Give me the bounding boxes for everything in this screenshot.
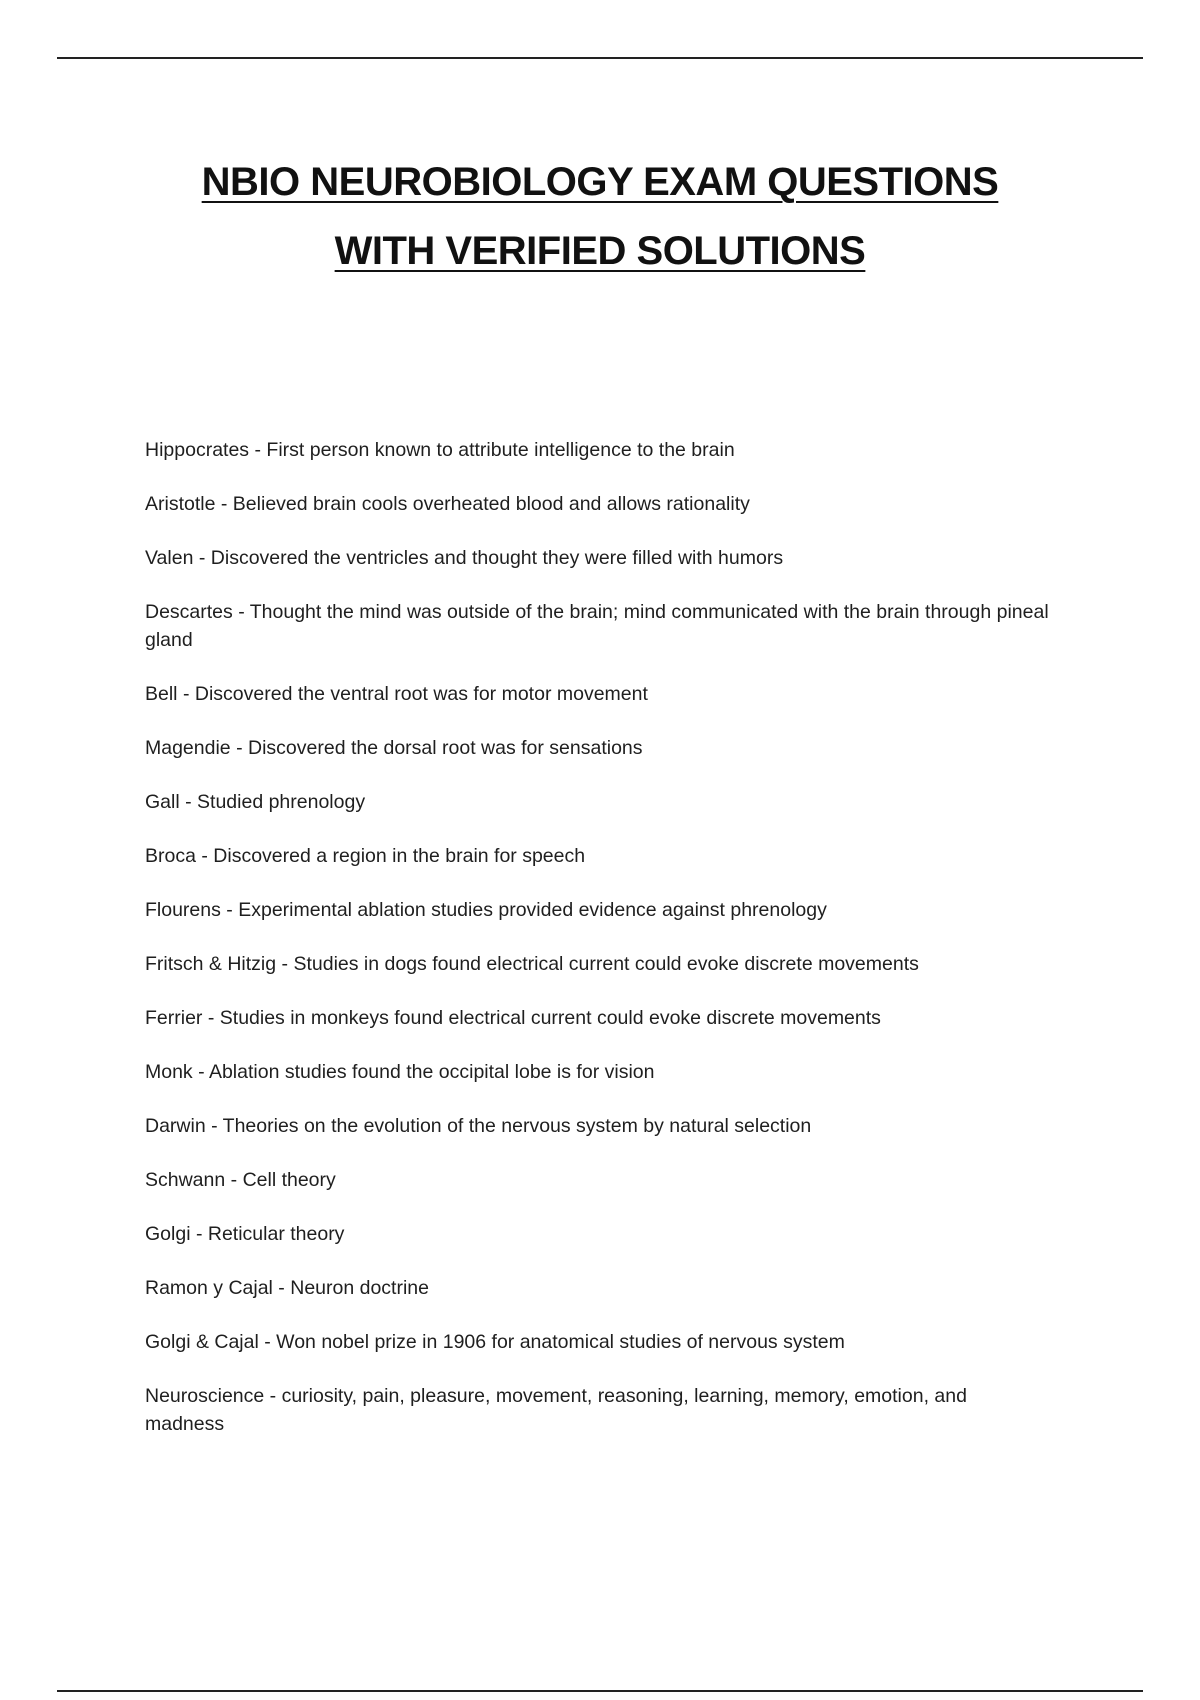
qa-answer: curiosity, pain, pleasure, movement, reasoning, learning, memory, emotion, and madness bbox=[145, 1385, 967, 1435]
qa-term: Fritsch & Hitzig bbox=[145, 953, 277, 975]
qa-item bbox=[145, 1166, 1050, 1194]
qa-term: Monk bbox=[145, 1061, 193, 1083]
qa-item bbox=[145, 950, 1050, 978]
qa-term: Magendie bbox=[145, 737, 231, 759]
qa-item bbox=[145, 1112, 1050, 1140]
qa-answer: Studies in monkeys found electrical current could evoke discrete movements bbox=[219, 1007, 881, 1029]
qa-term: Valen bbox=[145, 547, 194, 569]
title-line-2: WITH VERIFIED SOLUTIONS bbox=[334, 229, 866, 273]
qa-answer: Believed brain cools overheated blood and allows rationality bbox=[232, 493, 750, 515]
qa-item bbox=[145, 788, 1050, 816]
qa-item bbox=[145, 734, 1050, 762]
qa-answer: First person known to attribute intelligence to the brain bbox=[266, 439, 735, 461]
qa-term: Gall bbox=[145, 791, 180, 813]
qa-term: Broca bbox=[145, 845, 196, 867]
title-line-1: NBIO NEUROBIOLOGY EXAM QUESTIONS bbox=[201, 160, 999, 204]
qa-item bbox=[145, 1382, 1050, 1438]
qa-term: Hippocrates bbox=[145, 439, 250, 461]
qa-item bbox=[145, 1058, 1050, 1086]
qa-answer: Thought the mind was outside of the brain; mind communicated with the brain through pineal gland bbox=[145, 601, 1049, 651]
qa-answer: Studied phrenology bbox=[197, 791, 366, 813]
qa-term: Ramon y Cajal bbox=[145, 1277, 273, 1299]
qa-answer: Discovered the ventral root was for motor movement bbox=[194, 683, 648, 705]
qa-answer: Experimental ablation studies provided evidence against phrenology bbox=[238, 899, 827, 921]
qa-item bbox=[145, 1004, 1050, 1032]
qa-item bbox=[145, 1274, 1050, 1302]
qa-term: Ferrier bbox=[145, 1007, 203, 1029]
qa-item bbox=[145, 436, 1050, 464]
qa-list bbox=[145, 436, 1050, 1464]
qa-answer: Won nobel prize in 1906 for anatomical studies of nervous system bbox=[276, 1331, 845, 1353]
qa-answer: Discovered the ventricles and thought they were filled with humors bbox=[210, 547, 784, 569]
bottom-divider bbox=[57, 1690, 1143, 1692]
qa-item bbox=[145, 598, 1050, 654]
top-divider bbox=[57, 57, 1143, 59]
qa-answer: Reticular theory bbox=[207, 1223, 345, 1245]
qa-term: Descartes bbox=[145, 601, 233, 623]
qa-item bbox=[145, 842, 1050, 870]
qa-term: Golgi bbox=[145, 1223, 191, 1245]
qa-answer: Discovered the dorsal root was for sensations bbox=[248, 737, 643, 759]
document-title bbox=[0, 148, 1200, 286]
qa-term: Schwann bbox=[145, 1169, 226, 1191]
qa-term: Aristotle bbox=[145, 493, 216, 515]
qa-term: Neuroscience bbox=[145, 1385, 265, 1407]
qa-answer: Theories on the evolution of the nervous system by natural selection bbox=[222, 1115, 812, 1137]
qa-item bbox=[145, 490, 1050, 518]
qa-term: Golgi & Cajal bbox=[145, 1331, 259, 1353]
qa-item bbox=[145, 1220, 1050, 1248]
qa-item bbox=[145, 1328, 1050, 1356]
qa-answer: Ablation studies found the occipital lobe is for vision bbox=[208, 1061, 655, 1083]
qa-answer: Discovered a region in the brain for speech bbox=[213, 845, 586, 867]
qa-item bbox=[145, 544, 1050, 572]
qa-term: Flourens bbox=[145, 899, 221, 921]
qa-term: Darwin bbox=[145, 1115, 206, 1137]
qa-answer: Neuron doctrine bbox=[290, 1277, 429, 1299]
qa-term: Bell bbox=[145, 683, 178, 705]
qa-answer: Cell theory bbox=[242, 1169, 336, 1191]
qa-item bbox=[145, 896, 1050, 924]
qa-item bbox=[145, 680, 1050, 708]
qa-answer: Studies in dogs found electrical current could evoke discrete movements bbox=[293, 953, 919, 975]
